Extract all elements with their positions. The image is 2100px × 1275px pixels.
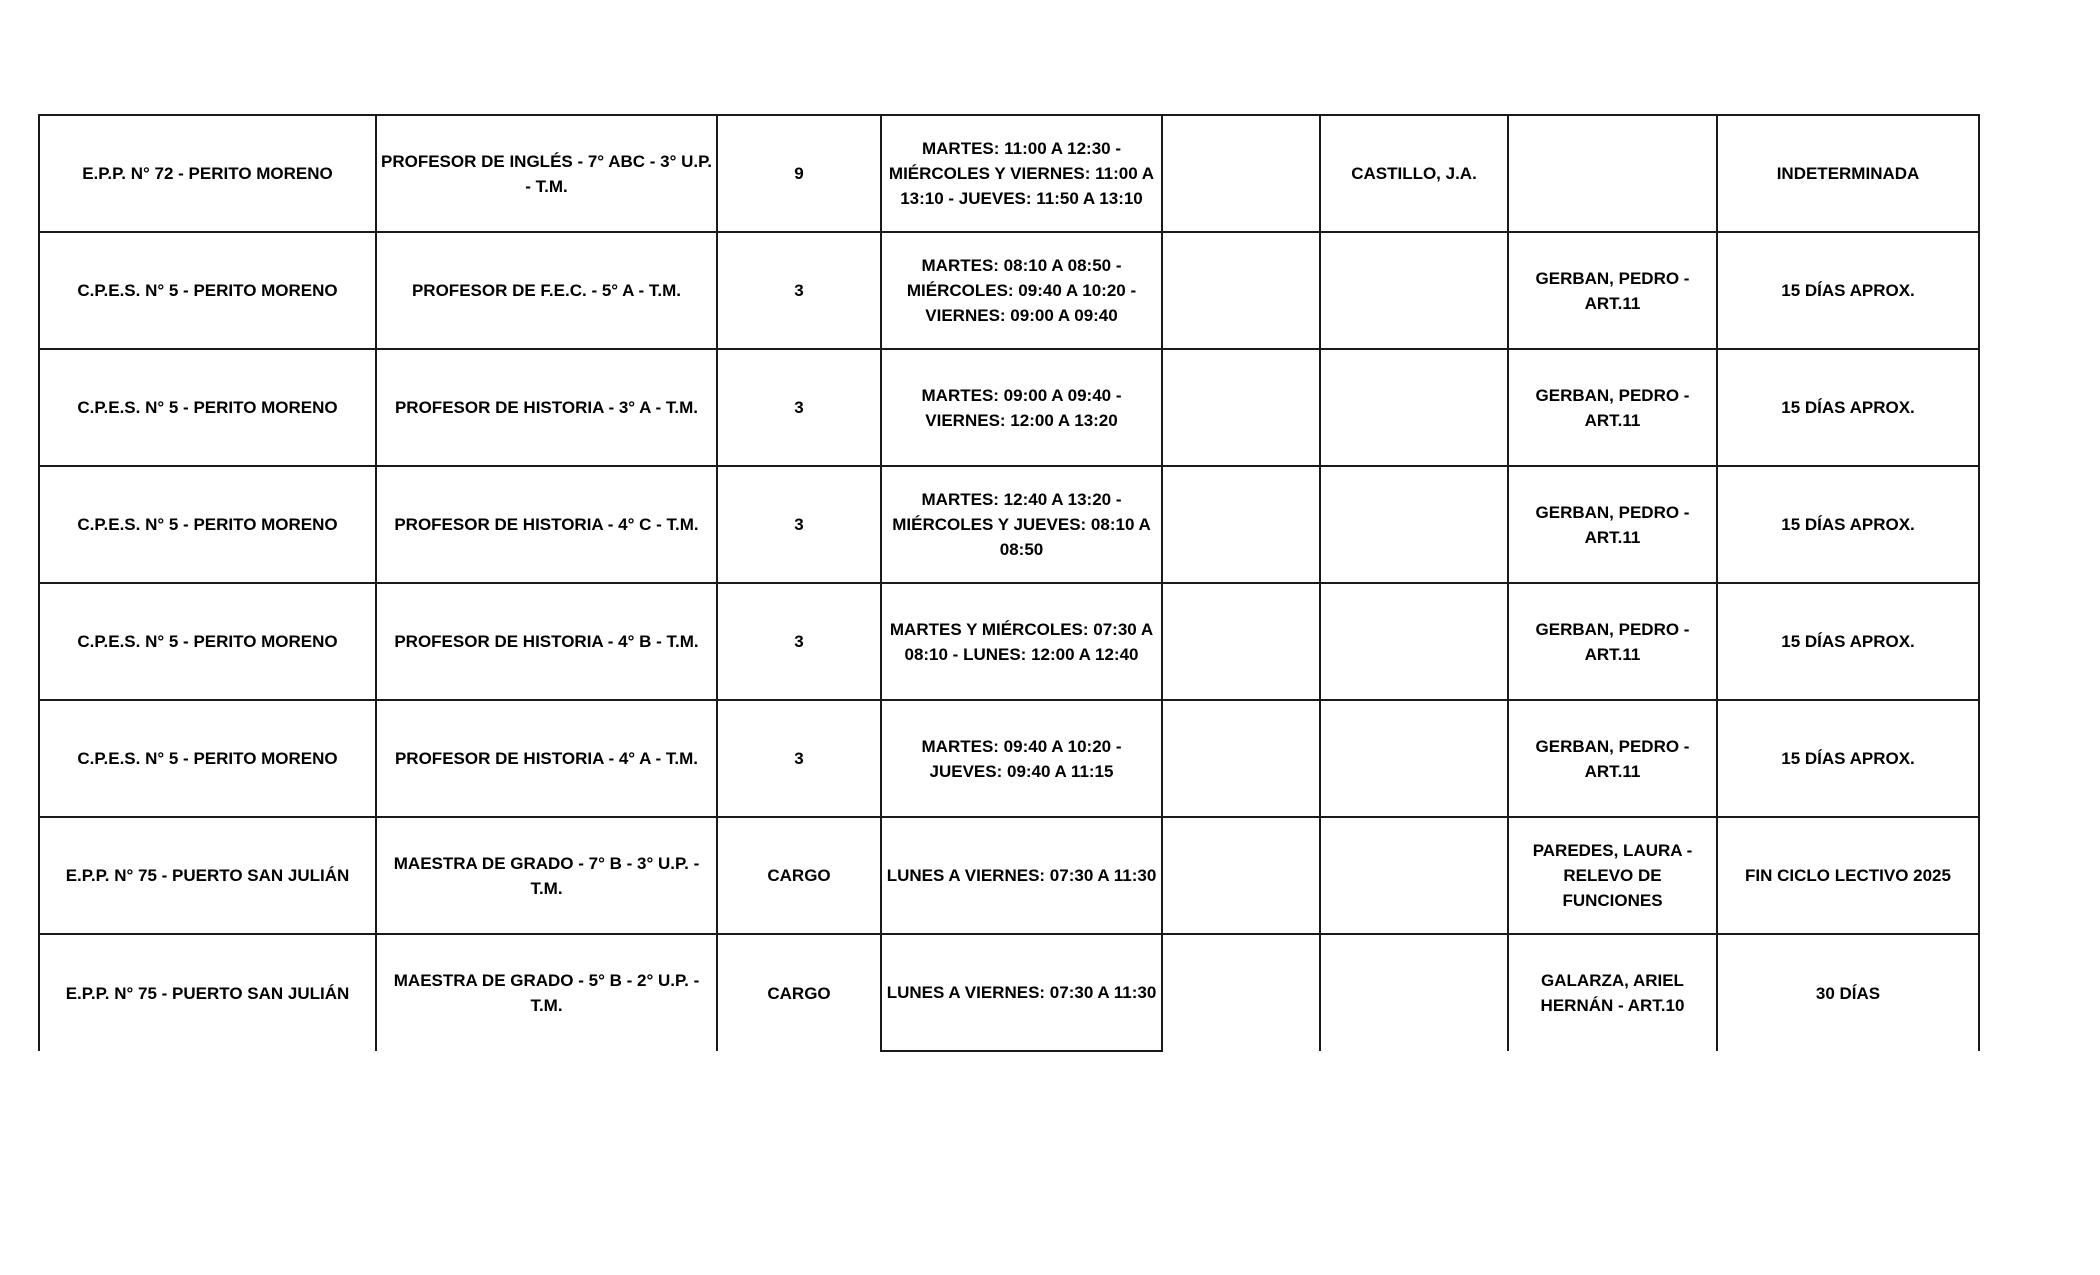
replaces-cell (1508, 115, 1717, 232)
holder-cell (1320, 349, 1508, 466)
position-cell: MAESTRA DE GRADO - 5° B - 2° U.P. - T.M. (376, 934, 717, 1051)
hours-cell: 3 (717, 700, 881, 817)
table-row (39, 115, 1979, 232)
table-row (39, 817, 1979, 934)
schedule-cell: MARTES: 09:00 A 09:40 - VIERNES: 12:00 A 13:20 (881, 349, 1162, 466)
position-cell: PROFESOR DE F.E.C. - 5° A - T.M. (376, 232, 717, 349)
school-cell: C.P.E.S. N° 5 - PERITO MORENO (39, 466, 376, 583)
duration-cell: 30 DÍAS (1717, 934, 1979, 1051)
schedule-cell: LUNES A VIERNES: 07:30 A 11:30 (881, 817, 1162, 934)
blank-cell (1162, 700, 1320, 817)
table-row (39, 700, 1979, 817)
holder-cell (1320, 583, 1508, 700)
school-cell: C.P.E.S. N° 5 - PERITO MORENO (39, 232, 376, 349)
school-cell: C.P.E.S. N° 5 - PERITO MORENO (39, 349, 376, 466)
hours-cell: CARGO (717, 934, 881, 1051)
table-row (39, 349, 1979, 466)
school-cell: C.P.E.S. N° 5 - PERITO MORENO (39, 700, 376, 817)
position-cell: MAESTRA DE GRADO - 7° B - 3° U.P. - T.M. (376, 817, 717, 934)
blank-cell (1162, 115, 1320, 232)
vacancies-table-body (39, 115, 1979, 1051)
hours-cell: 3 (717, 583, 881, 700)
schedule-cell: MARTES: 11:00 A 12:30 - MIÉRCOLES Y VIERNES: 11:00 A 13:10 - JUEVES: 11:50 A 13:10 (881, 115, 1162, 232)
replaces-cell: PAREDES, LAURA - RELEVO DE FUNCIONES (1508, 817, 1717, 934)
replaces-cell: GERBAN, PEDRO - ART.11 (1508, 583, 1717, 700)
replaces-cell: GERBAN, PEDRO - ART.11 (1508, 700, 1717, 817)
holder-cell (1320, 817, 1508, 934)
position-cell: PROFESOR DE HISTORIA - 4° A - T.M. (376, 700, 717, 817)
replaces-cell: GERBAN, PEDRO - ART.11 (1508, 466, 1717, 583)
table-row (39, 934, 1979, 1051)
school-cell: E.P.P. N° 75 - PUERTO SAN JULIÁN (39, 817, 376, 934)
blank-cell (1162, 583, 1320, 700)
position-cell: PROFESOR DE HISTORIA - 4° B - T.M. (376, 583, 717, 700)
schedule-cell: MARTES: 09:40 A 10:20 - JUEVES: 09:40 A 11:15 (881, 700, 1162, 817)
school-cell: E.P.P. N° 75 - PUERTO SAN JULIÁN (39, 934, 376, 1051)
holder-cell: CASTILLO, J.A. (1320, 115, 1508, 232)
schedule-cell: MARTES: 12:40 A 13:20 - MIÉRCOLES Y JUEVES: 08:10 A 08:50 (881, 466, 1162, 583)
position-cell: PROFESOR DE HISTORIA - 4° C - T.M. (376, 466, 717, 583)
holder-cell (1320, 700, 1508, 817)
table-row (39, 232, 1979, 349)
hours-cell: 3 (717, 466, 881, 583)
table-row (39, 583, 1979, 700)
vacancies-table (38, 114, 1980, 1052)
blank-cell (1162, 232, 1320, 349)
hours-cell: CARGO (717, 817, 881, 934)
replaces-cell: GALARZA, ARIEL HERNÁN - ART.10 (1508, 934, 1717, 1051)
position-cell: PROFESOR DE HISTORIA - 3° A - T.M. (376, 349, 717, 466)
duration-cell: INDETERMINADA (1717, 115, 1979, 232)
duration-cell: 15 DÍAS APROX. (1717, 349, 1979, 466)
schedule-cell: MARTES: 08:10 A 08:50 - MIÉRCOLES: 09:40 A 10:20 - VIERNES: 09:00 A 09:40 (881, 232, 1162, 349)
blank-cell (1162, 349, 1320, 466)
holder-cell (1320, 232, 1508, 349)
holder-cell (1320, 466, 1508, 583)
duration-cell: 15 DÍAS APROX. (1717, 466, 1979, 583)
blank-cell (1162, 466, 1320, 583)
blank-cell (1162, 817, 1320, 934)
hours-cell: 9 (717, 115, 881, 232)
replaces-cell: GERBAN, PEDRO - ART.11 (1508, 349, 1717, 466)
table-row (39, 466, 1979, 583)
school-cell: C.P.E.S. N° 5 - PERITO MORENO (39, 583, 376, 700)
schedule-cell: LUNES A VIERNES: 07:30 A 11:30 (881, 934, 1162, 1051)
duration-cell: 15 DÍAS APROX. (1717, 700, 1979, 817)
holder-cell (1320, 934, 1508, 1051)
duration-cell: 15 DÍAS APROX. (1717, 232, 1979, 349)
duration-cell: 15 DÍAS APROX. (1717, 583, 1979, 700)
blank-cell (1162, 934, 1320, 1051)
school-cell: E.P.P. N° 72 - PERITO MORENO (39, 115, 376, 232)
hours-cell: 3 (717, 349, 881, 466)
schedule-cell: MARTES Y MIÉRCOLES: 07:30 A 08:10 - LUNES: 12:00 A 12:40 (881, 583, 1162, 700)
hours-cell: 3 (717, 232, 881, 349)
position-cell: PROFESOR DE INGLÉS - 7° ABC - 3° U.P. - T.M. (376, 115, 717, 232)
duration-cell: FIN CICLO LECTIVO 2025 (1717, 817, 1979, 934)
replaces-cell: GERBAN, PEDRO - ART.11 (1508, 232, 1717, 349)
